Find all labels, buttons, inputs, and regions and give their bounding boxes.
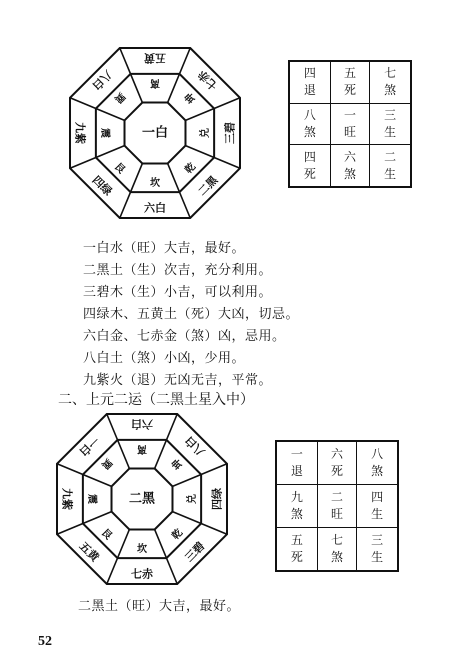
flying-star-grid-2 [275, 440, 399, 572]
trigram-label: 震 [86, 494, 98, 504]
trigram-label: 离 [137, 443, 147, 455]
grid-row [276, 441, 398, 485]
grid-cell [276, 527, 317, 571]
grid-cell-char: 四 [303, 149, 316, 164]
grid-cell [330, 103, 370, 145]
center-star-label: 一白 [141, 125, 169, 141]
bagua-diagram-2 [42, 404, 242, 594]
star-line: 三碧木（生）小吉，可以利用。 [83, 285, 273, 300]
grid-cell-char: 生 [384, 124, 397, 139]
grid-cell-char: 旺 [343, 124, 356, 139]
grid-cell [289, 145, 330, 187]
outer-star-label: 八白 [89, 67, 115, 93]
grid-cell-char: 八 [371, 447, 384, 462]
grid-cell-char: 生 [371, 506, 384, 521]
star-line: 四绿木、五黄土（死）大凶，切忌。 [83, 307, 300, 322]
section-heading: 二、上元二运（二黑土星入中） [58, 392, 254, 408]
outer-star-label: 九紫 [73, 122, 87, 144]
grid-cell [317, 485, 357, 528]
star-line: 九紫火（退）无凶无吉，平常。 [83, 373, 273, 388]
grid-cell-char: 旺 [330, 506, 343, 521]
outer-star-label: 五黄 [76, 539, 102, 565]
grid-cell [289, 103, 330, 145]
grid-cell-char: 五 [290, 532, 303, 547]
trigram-label: 巽 [111, 89, 127, 105]
grid-cell-char: 煞 [303, 124, 316, 139]
grid-cell-char: 一 [343, 107, 356, 122]
grid-cell-char: 一 [290, 447, 303, 462]
grid-cell-char: 死 [290, 549, 303, 564]
outer-star-label: 九紫 [60, 488, 74, 510]
grid-cell-char: 九 [290, 489, 303, 504]
grid-cell-char: 退 [290, 464, 303, 479]
trigram-label: 震 [99, 128, 111, 138]
grid-cell [317, 441, 357, 485]
grid-cell [330, 61, 370, 103]
outer-star-label: 六白 [131, 417, 153, 431]
grid-cell [357, 527, 398, 571]
grid-cell-char: 五 [343, 66, 356, 81]
grid-cell [370, 145, 411, 187]
trigram-label: 坤 [183, 89, 199, 105]
outer-star-label: 四绿 [210, 488, 224, 510]
trigram-label: 乾 [170, 527, 186, 543]
star-line: 一白水（旺）大吉，最好。 [83, 241, 246, 256]
grid-row [289, 103, 411, 145]
grid-cell-char: 生 [371, 549, 384, 564]
trigram-label: 乾 [183, 161, 199, 177]
grid-cell-char: 七 [384, 66, 397, 81]
grid-cell-char: 八 [303, 107, 316, 122]
grid-cell-char: 生 [384, 166, 397, 181]
grid-cell-char: 四 [371, 489, 384, 504]
grid-cell-char: 死 [303, 166, 316, 181]
grid-cell-char: 退 [303, 83, 316, 98]
star-line: 二黑土（生）次吉，充分利用。 [83, 263, 273, 278]
grid-cell-char: 死 [330, 464, 343, 479]
outer-star-label: 五黄 [144, 51, 166, 65]
grid-row [289, 61, 411, 103]
grid-row [276, 527, 398, 571]
outer-star-label: 六白 [144, 201, 166, 215]
grid-cell [289, 61, 330, 103]
trigram-label: 兑 [199, 128, 211, 138]
grid-cell-char: 煞 [343, 166, 356, 181]
trigram-label: 离 [150, 77, 160, 89]
outer-star-label: 七赤 [195, 67, 221, 93]
grid-cell-char: 四 [303, 66, 316, 81]
grid-cell [357, 485, 398, 528]
outer-star-label: 八白 [182, 433, 208, 459]
grid-cell-char: 六 [343, 149, 356, 164]
outer-star-label: 三碧 [223, 122, 237, 144]
grid-cell-char: 煞 [290, 506, 303, 521]
grid-cell [370, 61, 411, 103]
star-line: 八白土（煞）小凶，少用。 [83, 351, 246, 366]
grid-cell-char: 三 [384, 107, 397, 122]
trigram-label: 兑 [186, 494, 198, 504]
flying-star-grid-1 [288, 60, 412, 188]
grid-row [276, 485, 398, 528]
grid-row [289, 145, 411, 187]
grid-cell-char: 煞 [384, 83, 397, 98]
outer-star-label: 四绿 [89, 173, 115, 199]
star-line: 六白金、七赤金（煞）凶，忌用。 [83, 329, 286, 344]
trigram-label: 艮 [111, 161, 127, 177]
trigram-label: 坎 [137, 543, 147, 555]
grid-cell-char: 煞 [371, 464, 384, 479]
grid-cell [370, 103, 411, 145]
grid-cell-char: 三 [371, 532, 384, 547]
page-number: 52 [38, 634, 52, 649]
trigram-label: 坤 [170, 455, 186, 471]
grid-cell [317, 527, 357, 571]
grid-cell-char: 二 [384, 149, 397, 164]
bagua-diagram-1 [55, 38, 255, 228]
trigram-label: 坎 [150, 177, 160, 189]
trigram-label: 巽 [98, 455, 114, 471]
grid-cell [357, 441, 398, 485]
center-star-label: 二黑 [128, 491, 156, 507]
grid-cell [276, 485, 317, 528]
star-line: 二黑土（旺）大吉，最好。 [78, 599, 241, 614]
grid-cell-char: 死 [343, 83, 356, 98]
grid-cell-char: 六 [330, 447, 343, 462]
grid-cell-char: 二 [330, 489, 343, 504]
grid-cell-char: 煞 [330, 549, 343, 564]
grid-cell [330, 145, 370, 187]
trigram-label: 艮 [98, 527, 114, 543]
outer-star-label: 二黑 [195, 173, 221, 199]
outer-star-label: 三碧 [182, 539, 208, 565]
outer-star-label: 七赤 [131, 567, 153, 581]
grid-cell [276, 441, 317, 485]
grid-cell-char: 七 [330, 532, 343, 547]
outer-star-label: 一白 [76, 433, 102, 459]
